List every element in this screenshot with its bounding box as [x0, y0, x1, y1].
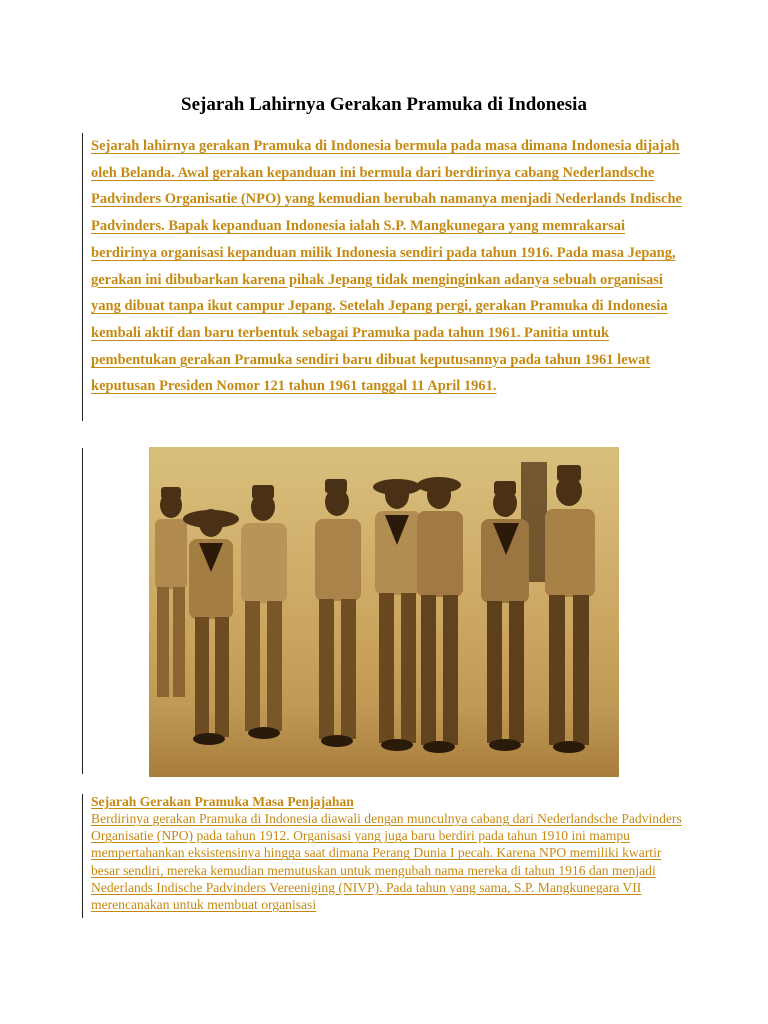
section-heading[interactable]: Sejarah Gerakan Pramuka Masa Penjajahan [91, 794, 354, 809]
scouts-photo [149, 447, 619, 777]
page-title: Sejarah Lahirnya Gerakan Pramuka di Indonesia [181, 94, 587, 115]
intro-block [82, 133, 683, 421]
section-paragraph[interactable]: Berdirinya gerakan Pramuka di Indonesia diawali dengan munculnya cabang dari Nederlandsche Padvinders Organisatie (NPO) pada tahun 1912. Organisasi yang juga baru berdiri pada tahun 1910 ini mampu mempertahankan eksistensinya hingga saat dimana Perang Dunia I pecah. Karena NPO memiliki kwartir besar sendiri, mereka kemudian memutuskan untuk mengubah nama mereka di tahun 1916 dan menjadi Nederlands Indische Padvinders Vereeniging (NIVP). Pada tahun yang sama, S.P. Mangkunegara VII merencanakan untuk membuat organisasi [91, 811, 682, 913]
photo-margin-bar [82, 448, 84, 774]
scouts-photo-image [149, 447, 619, 777]
history-section [82, 794, 683, 918]
intro-paragraph[interactable]: Sejarah lahirnya gerakan Pramuka di Indonesia bermula pada masa dimana Indonesia dijajah oleh Belanda. Awal gerakan kepanduan ini bermula dari berdirinya cabang Nederlandsche Padvinders Organisatie (NPO) yang kemudian berubah namanya menjadi Nederlands Indische Padvinders. Bapak kepanduan Indonesia ialah S.P. Mangkunegara yang memrakarsai berdirinya organisasi kepanduan milik Indonesia sendiri pada tahun 1916. Pada masa Jepang, gerakan ini dibubarkan karena pihak Jepang tidak menginginkan adanya sebuah organisasi yang dibuat tanpa ikut campur Jepang. Setelah Jepang pergi, gerakan Pramuka di Indonesia kembali aktif dan baru terbentuk sebagai Pramuka pada tahun 1961. Panitia untuk pembentukan gerakan Pramuka sendiri baru dibuat keputusannya pada tahun 1961 lewat keputusan Presiden Nomor 121 tahun 1961 tanggal 11 April 1961. [91, 138, 682, 395]
